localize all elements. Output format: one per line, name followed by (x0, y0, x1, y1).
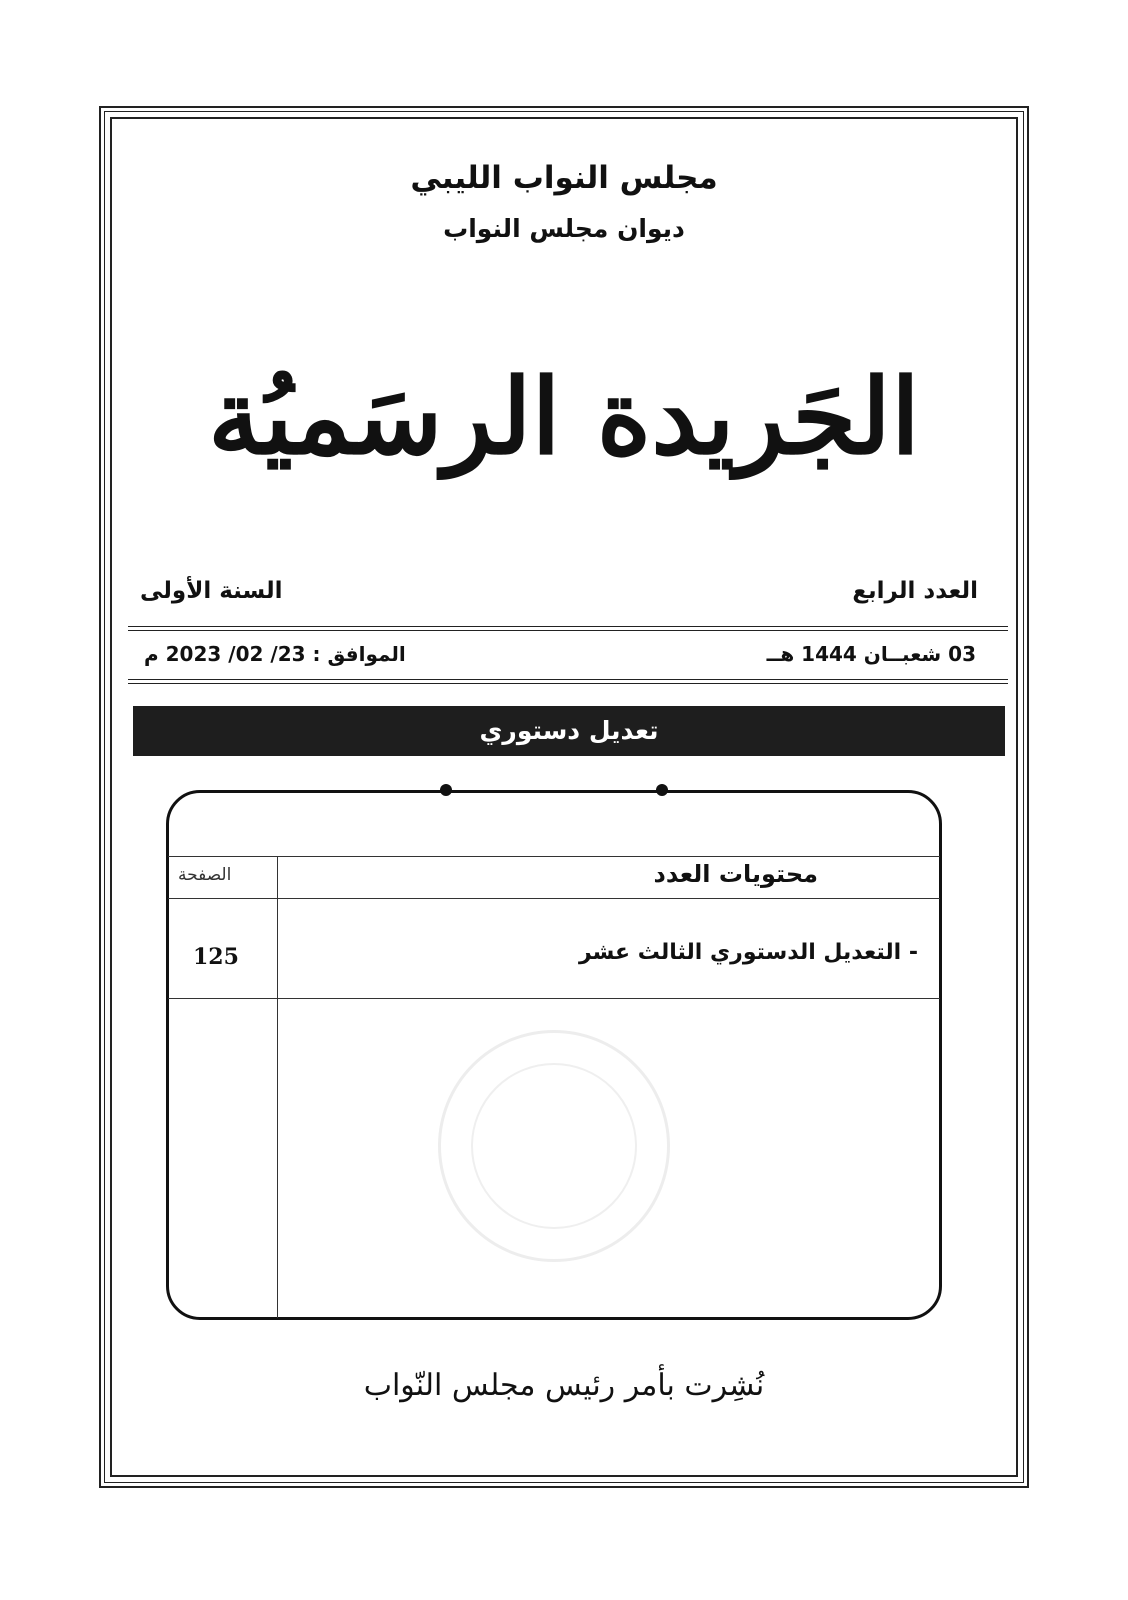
contents-item-label: - التعديل الدستوري الثالث عشر (578, 940, 918, 965)
parliament-name: مجلس النواب الليبي (410, 160, 718, 196)
table-row-divider (168, 998, 940, 999)
contents-title: محتويات العدد (653, 860, 818, 888)
gregorian-date: الموافق : 23/ 02/ 2023 م (144, 642, 406, 666)
page-column-header: الصفحة (178, 865, 232, 885)
table-column-divider (277, 856, 278, 1318)
contents-item-page: 125 (193, 944, 239, 970)
issue-number: العدد الرابع (852, 578, 978, 604)
section-banner: تعديل دستوري (133, 706, 1005, 756)
hijri-date: 03 شعبــان 1444 هــ (766, 642, 976, 666)
publication-year: السنة الأولى (140, 578, 283, 604)
date-rule-top (128, 626, 1008, 631)
table-header-bottom-rule (168, 898, 940, 899)
diwan-name: ديوان مجلس النواب (443, 214, 685, 243)
published-by-note: نُشِرت بأمر رئيس مجلس النّواب (363, 1368, 765, 1403)
date-rule-bottom (128, 679, 1008, 684)
gazette-title: الجَريدة الرسَميُة (208, 355, 920, 478)
parliament-seal-watermark (438, 1030, 670, 1262)
table-header-top-rule (168, 856, 940, 857)
